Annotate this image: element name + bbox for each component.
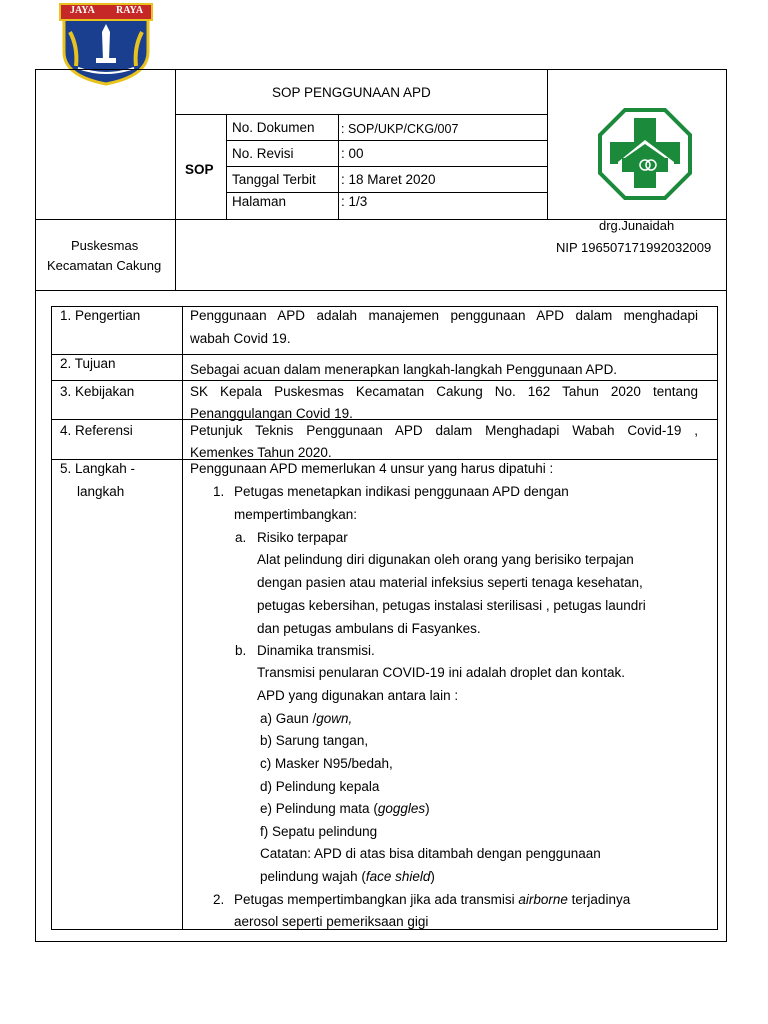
puskesmas-emblem	[598, 108, 692, 200]
apd-item-b: b) Sarung tangan,	[260, 733, 369, 748]
tanggal-terbit-label: Tanggal Terbit	[232, 172, 316, 187]
referensi-label: 4. Referensi	[60, 423, 133, 438]
apd-item-e	[260, 801, 430, 817]
step-1-number: 1.	[213, 484, 225, 499]
step-2-line1-post: terjadinya	[567, 892, 631, 907]
referensi-line2: Kemenkes Tahun 2020.	[190, 445, 332, 460]
tujuan-line1: Sebagai acuan dalam menerapkan langkah-langkah Penggunaan APD.	[190, 362, 618, 377]
halaman-value: : 1/3	[341, 194, 368, 209]
kebijakan-line2: Penanggulangan Covid 19.	[190, 406, 353, 421]
note-line2-text: pelindung wajah (	[260, 869, 366, 884]
sub-a-line4: dan petugas ambulans di Fasyankes.	[257, 621, 481, 636]
pengertian-label: 1. Pengertian	[60, 308, 141, 323]
no-dokumen-label: No. Dokumen	[232, 120, 315, 135]
apd-item-d: d) Pelindung kepala	[260, 779, 380, 794]
step-1-line1: Petugas menetapkan indikasi penggunaan APD dengan	[234, 484, 569, 499]
sub-b-letter: b.	[235, 643, 247, 658]
apd-item-a-text: a) Gaun /	[260, 711, 317, 726]
sub-b-line1: Transmisi penularan COVID-19 ini adalah droplet dan kontak.	[257, 665, 625, 680]
apd-item-a	[260, 711, 352, 727]
sub-b-title: Dinamika transmisi.	[257, 643, 375, 658]
no-dokumen-value: : SOP/UKP/CKG/007	[341, 122, 459, 136]
org-name-line1: Puskesmas	[71, 238, 139, 253]
pengertian-line2: wabah Covid 19.	[190, 331, 291, 346]
apd-item-a-italic: gown,	[316, 711, 353, 726]
apd-item-f: f) Sepatu pelindung	[260, 824, 378, 839]
sub-a-line3: petugas kebersihan, petugas instalasi sterilisasi , petugas laundri	[257, 598, 646, 613]
no-revisi-label: No. Revisi	[232, 146, 294, 161]
apd-item-e-text: e) Pelindung mata (	[260, 801, 378, 816]
tanggal-terbit-value: : 18 Maret 2020	[341, 172, 436, 187]
logo-text-right: RAYA	[116, 5, 144, 16]
langkah-label-line1: 5. Langkah -	[60, 461, 136, 476]
logo-text-left: JAYA	[70, 5, 95, 16]
note-line2-close: )	[430, 869, 435, 884]
note-line2-italic: face shield	[365, 869, 431, 884]
tujuan-label: 2. Tujuan	[60, 356, 116, 371]
note-line2	[260, 869, 435, 885]
step-2-line2: aerosol seperti pemeriksaan gigi	[234, 914, 429, 929]
referensi-line1: Petunjuk Teknis Penggunaan APD dalam Menghadapi Wabah Covid-19 ,	[190, 423, 698, 438]
sub-b-line2: APD yang digunakan antara lain :	[257, 688, 459, 703]
langkah-label-line2: langkah	[77, 484, 125, 499]
sub-a-line2: dengan pasien atau material infeksius seperti tenaga kesehatan,	[257, 575, 643, 590]
step-2-line1-italic: airborne	[518, 892, 568, 907]
step-1-line2: mempertimbangkan:	[234, 507, 358, 522]
step-2-line1-text: Petugas mempertimbangkan jika ada transmisi	[234, 892, 519, 907]
step-2-number: 2.	[213, 892, 225, 907]
puskesmas-logo	[598, 108, 692, 200]
halaman-label: Halaman	[232, 194, 287, 209]
sub-a-letter: a.	[235, 530, 247, 545]
sub-a-line1: Alat pelindung diri digunakan oleh orang yang berisiko terpajan	[257, 552, 634, 567]
apd-item-c: c) Masker N95/bedah,	[260, 756, 393, 771]
pengertian-line1: Penggunaan APD adalah manajemen penggunaan APD dalam menghadapi	[190, 308, 698, 323]
apd-item-e-italic: goggles	[377, 801, 426, 816]
org-name-line2: Kecamatan Cakung	[47, 258, 162, 273]
langkah-intro: Penggunaan APD memerlukan 4 unsur yang harus dipatuhi :	[190, 461, 554, 476]
no-revisi-value: : 00	[341, 146, 364, 161]
signer-name: drg.Junaidah	[599, 218, 675, 233]
apd-item-e-close: )	[425, 801, 430, 816]
step-2-line1	[234, 892, 630, 908]
sub-a-title: Risiko terpapar	[257, 530, 348, 545]
sop-label: SOP	[185, 162, 214, 177]
kebijakan-line1: SK Kepala Puskesmas Kecamatan Cakung No. 162 Tahun 2020 tentang	[190, 384, 698, 399]
note-line1: Catatan: APD di atas bisa ditambah dengan penggunaan	[260, 846, 601, 861]
sop-title: SOP PENGGUNAAN APD	[272, 85, 431, 100]
signer-nip: NIP 196507171992032009	[556, 240, 712, 255]
kebijakan-label: 3. Kebijakan	[60, 384, 135, 399]
